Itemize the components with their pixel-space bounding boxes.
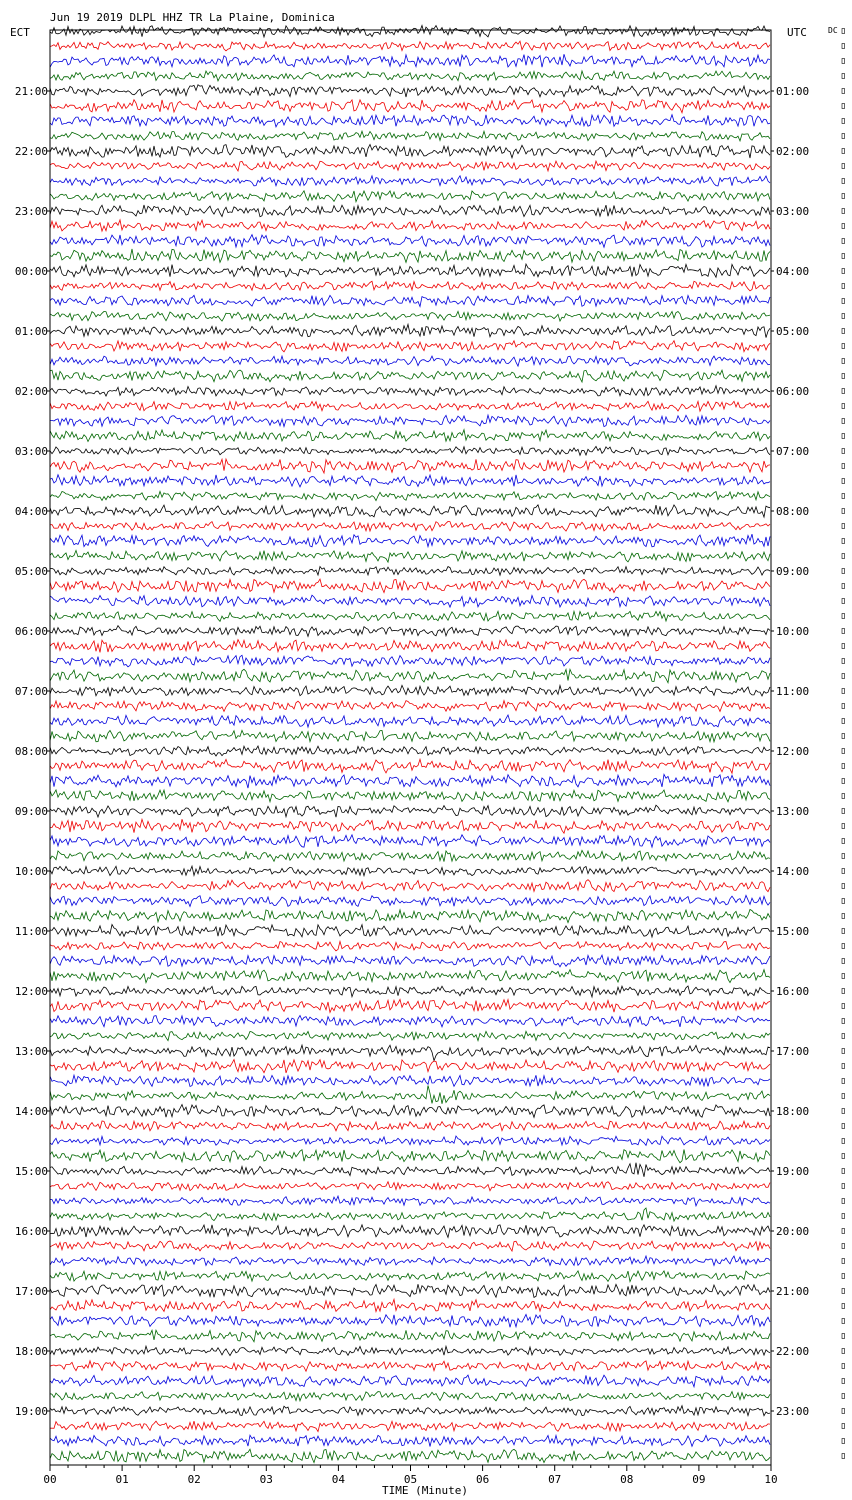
seismic-trace — [50, 145, 770, 159]
right-time-label: 11:00 — [776, 685, 810, 698]
seismic-trace — [50, 999, 770, 1012]
dc-marker — [842, 974, 845, 979]
dc-marker — [842, 344, 845, 349]
dc-marker — [842, 314, 845, 319]
dc-marker — [842, 614, 845, 619]
seismic-trace — [50, 715, 770, 727]
dc-marker — [842, 389, 845, 394]
seismic-trace — [50, 281, 770, 291]
right-time-label: 03:00 — [776, 205, 810, 218]
dc-marker — [842, 539, 845, 544]
dc-marker — [842, 1454, 845, 1459]
seismic-trace — [50, 459, 770, 473]
seismic-trace — [50, 866, 770, 876]
left-time-label: 22:00 — [14, 145, 48, 158]
right-time-label: 18:00 — [776, 1105, 810, 1118]
dc-marker — [842, 164, 845, 169]
seismic-trace — [50, 235, 770, 248]
left-time-label: 10:00 — [14, 865, 48, 878]
seismic-trace — [50, 85, 770, 97]
x-tick-label: 00 — [43, 1473, 57, 1486]
dc-marker — [842, 104, 845, 109]
seismic-trace — [50, 759, 770, 773]
seismic-trace — [50, 1136, 770, 1145]
dc-marker — [842, 929, 845, 934]
dc-marker — [842, 239, 845, 244]
seismic-trace — [50, 521, 770, 531]
x-tick-label: 04 — [331, 1473, 346, 1486]
dc-marker — [842, 809, 845, 814]
seismic-trace — [50, 311, 770, 321]
dc-marker — [842, 494, 845, 499]
seismic-trace — [50, 1031, 770, 1040]
dc-marker — [842, 734, 845, 739]
chart-title: Jun 19 2019 DLPL HHZ TR La Plaine, Dominica — [50, 11, 335, 24]
right-time-label: 15:00 — [776, 925, 810, 938]
seismic-trace — [50, 895, 770, 906]
dc-marker — [842, 419, 845, 424]
left-time-label: 04:00 — [14, 505, 48, 518]
dc-marker — [842, 1349, 845, 1354]
seismic-trace — [50, 1075, 770, 1086]
right-time-label: 05:00 — [776, 325, 810, 338]
dc-marker — [842, 1229, 845, 1234]
dc-marker — [842, 404, 845, 409]
dc-marker — [842, 479, 845, 484]
left-time-label: 08:00 — [14, 745, 48, 758]
left-axis-label: ECT — [10, 26, 30, 39]
seismic-trace — [50, 774, 770, 788]
dc-marker — [842, 1244, 845, 1249]
dc-marker — [842, 764, 845, 769]
left-time-label: 19:00 — [14, 1405, 48, 1418]
dc-marker — [842, 1094, 845, 1099]
left-time-label: 02:00 — [14, 385, 48, 398]
dc-marker — [842, 989, 845, 994]
dc-marker — [842, 584, 845, 589]
seismic-trace — [50, 430, 770, 442]
dc-marker — [842, 329, 845, 334]
dc-marker — [842, 1334, 845, 1339]
dc-marker — [842, 629, 845, 634]
dc-marker — [842, 1004, 845, 1009]
seismic-trace — [50, 491, 770, 500]
seismic-trace — [50, 161, 770, 171]
seismic-trace — [50, 1392, 770, 1401]
right-time-label: 23:00 — [776, 1405, 810, 1418]
seismic-trace — [50, 505, 770, 517]
dc-marker — [842, 284, 845, 289]
dc-marker — [842, 839, 845, 844]
dc-marker — [842, 959, 845, 964]
dc-marker — [842, 194, 845, 199]
seismic-trace — [50, 701, 770, 712]
seismic-trace — [50, 835, 770, 847]
right-time-label: 13:00 — [776, 805, 810, 818]
seismic-trace — [50, 324, 770, 337]
seismic-trace — [50, 880, 770, 892]
seismic-trace — [50, 1375, 770, 1387]
dc-marker — [842, 1079, 845, 1084]
dc-marker — [842, 1364, 845, 1369]
seismic-trace — [50, 54, 770, 67]
seismic-trace — [50, 1150, 770, 1163]
seismic-trace — [50, 626, 770, 637]
x-tick-label: 10 — [764, 1473, 778, 1486]
dc-marker — [842, 1289, 845, 1294]
right-time-label: 08:00 — [776, 505, 810, 518]
dc-marker — [842, 884, 845, 889]
seismic-trace — [50, 1421, 770, 1432]
seismic-trace — [50, 640, 770, 653]
dc-marker — [842, 1064, 845, 1069]
right-time-label: 01:00 — [776, 85, 810, 98]
seismic-trace — [50, 26, 770, 38]
left-time-label: 00:00 — [14, 265, 48, 278]
seismic-trace — [50, 819, 770, 833]
seismic-trace — [50, 71, 770, 81]
left-time-label: 17:00 — [14, 1285, 48, 1298]
left-time-label: 11:00 — [14, 925, 48, 938]
seismic-trace — [50, 685, 770, 696]
seismic-trace — [50, 730, 770, 741]
right-time-label: 22:00 — [776, 1345, 810, 1358]
seismic-trace — [50, 790, 770, 802]
seismic-trace — [50, 1406, 770, 1416]
dc-marker — [842, 1199, 845, 1204]
dc-marker — [842, 89, 845, 94]
seismic-trace — [50, 1314, 770, 1327]
seismic-trace — [50, 669, 770, 682]
seismic-trace — [50, 1045, 770, 1061]
left-time-label: 23:00 — [14, 205, 48, 218]
dc-marker — [842, 704, 845, 709]
dc-marker — [842, 869, 845, 874]
seismic-trace — [50, 475, 770, 487]
left-time-label: 14:00 — [14, 1105, 48, 1118]
seismic-trace — [50, 1330, 770, 1342]
seismic-trace — [50, 986, 770, 997]
seismic-trace — [50, 295, 770, 306]
dc-marker — [842, 359, 845, 364]
seismic-trace — [50, 115, 770, 127]
right-time-label: 06:00 — [776, 385, 810, 398]
seismic-trace — [50, 941, 770, 950]
right-time-labels — [771, 85, 809, 1418]
plot-frame — [50, 30, 771, 1465]
dc-marker — [842, 1214, 845, 1219]
left-time-labels — [15, 85, 50, 1418]
seismic-trace — [50, 100, 770, 113]
dc-marker — [842, 899, 845, 904]
dc-marker — [842, 824, 845, 829]
dc-marker — [842, 569, 845, 574]
seismic-trace — [50, 1256, 770, 1266]
seismic-trace — [50, 925, 770, 938]
seismic-trace — [50, 341, 770, 352]
x-tick-label: 07 — [548, 1473, 562, 1486]
seismic-trace — [50, 401, 770, 411]
right-time-label: 14:00 — [776, 865, 810, 878]
dc-marker — [842, 269, 845, 274]
dc-marker — [842, 779, 845, 784]
left-time-label: 07:00 — [14, 685, 48, 698]
seismic-trace — [50, 264, 770, 277]
seismic-trace — [50, 1449, 770, 1462]
seismic-trace — [50, 655, 770, 667]
x-tick-label: 03 — [259, 1473, 273, 1486]
dc-marker — [842, 1379, 845, 1384]
left-time-label: 18:00 — [14, 1345, 48, 1358]
left-time-label: 12:00 — [14, 985, 48, 998]
dc-marker — [842, 224, 845, 229]
right-time-label: 09:00 — [776, 565, 810, 578]
dc-marker — [842, 854, 845, 859]
x-tick-label: 09 — [692, 1473, 706, 1486]
left-time-label: 16:00 — [14, 1225, 48, 1238]
seismic-trace — [50, 191, 770, 202]
dc-marker — [842, 1304, 845, 1309]
seismic-trace — [50, 1105, 770, 1118]
left-time-label: 21:00 — [14, 85, 48, 98]
dc-marker — [842, 1034, 845, 1039]
seismic-trace — [50, 205, 770, 217]
right-time-label: 17:00 — [776, 1045, 810, 1058]
seismic-trace — [50, 970, 770, 983]
seismic-trace — [50, 805, 770, 817]
left-time-label: 03:00 — [14, 445, 48, 458]
x-tick-label: 08 — [620, 1473, 634, 1486]
dc-marker — [842, 299, 845, 304]
seismic-trace — [50, 415, 770, 427]
dc-marker — [842, 1394, 845, 1399]
seismic-trace — [50, 41, 770, 51]
plot-border — [50, 30, 771, 1465]
dc-marker — [842, 1169, 845, 1174]
seismic-trace — [50, 356, 770, 366]
left-time-label: 01:00 — [14, 325, 48, 338]
x-tick-label: 06 — [475, 1473, 490, 1486]
dc-marker — [842, 509, 845, 514]
right-time-label: 21:00 — [776, 1285, 810, 1298]
x-tick-label: 01 — [115, 1473, 129, 1486]
dc-marker — [842, 44, 845, 49]
seismic-trace — [50, 1284, 770, 1297]
dc-marker — [842, 554, 845, 559]
left-time-label: 15:00 — [14, 1165, 48, 1178]
seismic-trace — [50, 446, 770, 455]
seismic-trace — [50, 1182, 770, 1191]
seismic-trace — [50, 567, 770, 576]
dc-marker — [842, 1109, 845, 1114]
seismic-trace — [50, 1435, 770, 1446]
dc-marker — [842, 1409, 845, 1414]
seismic-trace — [50, 1016, 770, 1027]
dc-marker — [842, 719, 845, 724]
dc-marker — [842, 1019, 845, 1024]
dc-marker — [842, 434, 845, 439]
dc-marker — [842, 1424, 845, 1429]
left-time-label: 06:00 — [14, 625, 48, 638]
dc-marker — [842, 254, 845, 259]
dc-marker — [842, 659, 845, 664]
corner-label: DC — [828, 26, 838, 35]
left-time-label: 09:00 — [14, 805, 48, 818]
seismic-trace — [50, 746, 770, 756]
dc-marker — [842, 119, 845, 124]
dc-marker — [842, 1184, 845, 1189]
dc-marker — [842, 209, 845, 214]
seismic-trace — [50, 1086, 770, 1104]
dc-marker — [842, 749, 845, 754]
dc-marker — [842, 794, 845, 799]
x-axis-label: TIME (Minute) — [381, 1484, 469, 1497]
seismic-trace — [50, 579, 770, 593]
trace-group — [50, 26, 770, 1463]
dc-marker — [842, 689, 845, 694]
dc-marker — [842, 1139, 845, 1144]
left-time-label: 05:00 — [14, 565, 48, 578]
dc-marker — [842, 1439, 845, 1444]
dc-marker — [842, 374, 845, 379]
seismic-trace — [50, 1271, 770, 1282]
seismic-trace — [50, 220, 770, 231]
seismic-trace — [50, 1060, 770, 1073]
seismic-trace — [50, 611, 770, 621]
seismic-trace — [50, 850, 770, 861]
right-time-label: 07:00 — [776, 445, 810, 458]
dc-marker — [842, 149, 845, 154]
seismic-trace — [50, 1241, 770, 1251]
dc-marker — [842, 464, 845, 469]
dc-marker — [842, 914, 845, 919]
seismic-trace — [50, 1225, 770, 1238]
seismic-trace — [50, 550, 770, 562]
dc-marker — [842, 524, 845, 529]
seismic-trace — [50, 1346, 770, 1355]
seismic-trace — [50, 370, 770, 382]
dc-marker — [842, 599, 845, 604]
dc-marker — [842, 944, 845, 949]
right-time-label: 20:00 — [776, 1225, 810, 1238]
dc-marker — [842, 1319, 845, 1324]
dc-marker — [842, 74, 845, 79]
dc-marker — [842, 1274, 845, 1279]
seismic-trace — [50, 176, 770, 186]
seismic-trace — [50, 1196, 770, 1206]
seismic-trace — [50, 1361, 770, 1371]
left-time-label: 13:00 — [14, 1045, 48, 1058]
dc-marker — [842, 644, 845, 649]
seismic-trace — [50, 955, 770, 967]
seismic-trace — [50, 1208, 770, 1221]
x-tick-label: 02 — [187, 1473, 201, 1486]
seismic-trace — [50, 249, 770, 262]
dc-marker — [842, 1154, 845, 1159]
seismic-trace — [50, 910, 770, 923]
dc-marker — [842, 1049, 845, 1054]
seismic-trace — [50, 1121, 770, 1131]
seismic-trace — [50, 534, 770, 547]
seismic-trace — [50, 1163, 770, 1177]
x-tick-label: 05 — [403, 1473, 418, 1486]
right-axis-label: UTC — [787, 26, 807, 39]
right-time-label: 02:00 — [776, 145, 810, 158]
dc-marker — [842, 29, 845, 34]
dc-marker — [842, 449, 845, 454]
right-time-label: 04:00 — [776, 265, 810, 278]
right-time-label: 16:00 — [776, 985, 810, 998]
dc-marker — [842, 59, 845, 64]
seismic-trace — [50, 1299, 770, 1311]
seismic-trace — [50, 595, 770, 607]
dc-marker — [842, 134, 845, 139]
right-time-label: 10:00 — [776, 625, 810, 638]
right-time-label: 19:00 — [776, 1165, 810, 1178]
dc-marker — [842, 179, 845, 184]
dc-marker — [842, 674, 845, 679]
dc-marker — [842, 1124, 845, 1129]
dc-marker — [842, 1259, 845, 1264]
right-time-label: 12:00 — [776, 745, 810, 758]
seismic-trace — [50, 386, 770, 396]
x-axis — [43, 1465, 777, 1486]
seismic-trace — [50, 131, 770, 141]
dc-offset-markers — [842, 29, 845, 1459]
